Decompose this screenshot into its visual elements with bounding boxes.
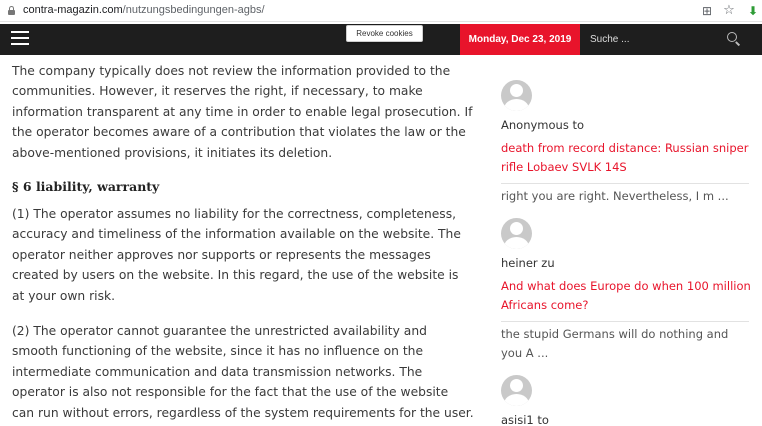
lock-icon	[8, 6, 15, 15]
translate-icon[interactable]: ⊞	[701, 4, 713, 18]
article-paragraph: (2) The operator cannot guarantee the unrestricted availability and smooth functioning of the website, since it has no influence on the intermediate communication and data transmission networks. The operator is also not responsible for the fact that the use of the website can run without errors, regardless of the system requirements for the user.	[12, 324, 474, 420]
avatar	[501, 80, 532, 111]
comment-item	[501, 80, 751, 206]
comment-author: Anonymous to	[501, 118, 585, 132]
search-icon[interactable]	[727, 32, 740, 45]
divider	[501, 321, 749, 322]
avatar	[501, 218, 532, 249]
revoke-cookies-button[interactable]: Revoke cookies	[346, 25, 423, 42]
divider	[501, 183, 749, 184]
comment-item	[501, 375, 751, 426]
star-icon[interactable]: ☆	[723, 3, 735, 18]
current-date: Monday, Dec 23, 2019	[460, 24, 580, 55]
url-text[interactable]	[23, 4, 265, 16]
search-input[interactable]: Suche ...	[590, 34, 630, 45]
comment-excerpt: the stupid Germans will do nothing and you A ...	[501, 327, 729, 360]
comment-author: asisi1 to	[501, 413, 549, 426]
comment-item	[501, 218, 751, 363]
article-paragraph: The company typically does not review the information provided to the communities. However, it reserves the right, if necessary, to make information transparent at any time in order to enable legal prosecution. If the operator becomes aware of a contribution that violates the law or the above-mentioned provisions, it initiates its deletion.	[12, 64, 473, 160]
article-paragraph: (1) The operator assumes no liability for the correctness, completeness, accuracy and timeliness of the information available on the website. The operator neither approves nor supports or represents the messages created by users on the website. In this regard, the use of the website is at your own risk.	[12, 207, 461, 303]
url-path: /nutzungsbedingungen-agbs/	[122, 4, 265, 16]
browser-url-bar[interactable]	[0, 0, 762, 22]
avatar	[501, 375, 532, 406]
comment-post-link[interactable]: death from record distance: Russian sniper rifle Lobaev SVLK 14S	[501, 141, 749, 174]
menu-icon[interactable]	[11, 31, 29, 45]
download-icon[interactable]: ⬇	[747, 4, 759, 18]
comment-excerpt: right you are right. Nevertheless, I m ...	[501, 189, 729, 203]
comment-post-link[interactable]: And what does Europe do when 100 million Africans come?	[501, 279, 751, 312]
comment-author: heiner zu	[501, 256, 555, 270]
section-title: § 6 liability, warranty	[12, 179, 160, 194]
url-host: contra-magazin.com	[23, 4, 123, 16]
